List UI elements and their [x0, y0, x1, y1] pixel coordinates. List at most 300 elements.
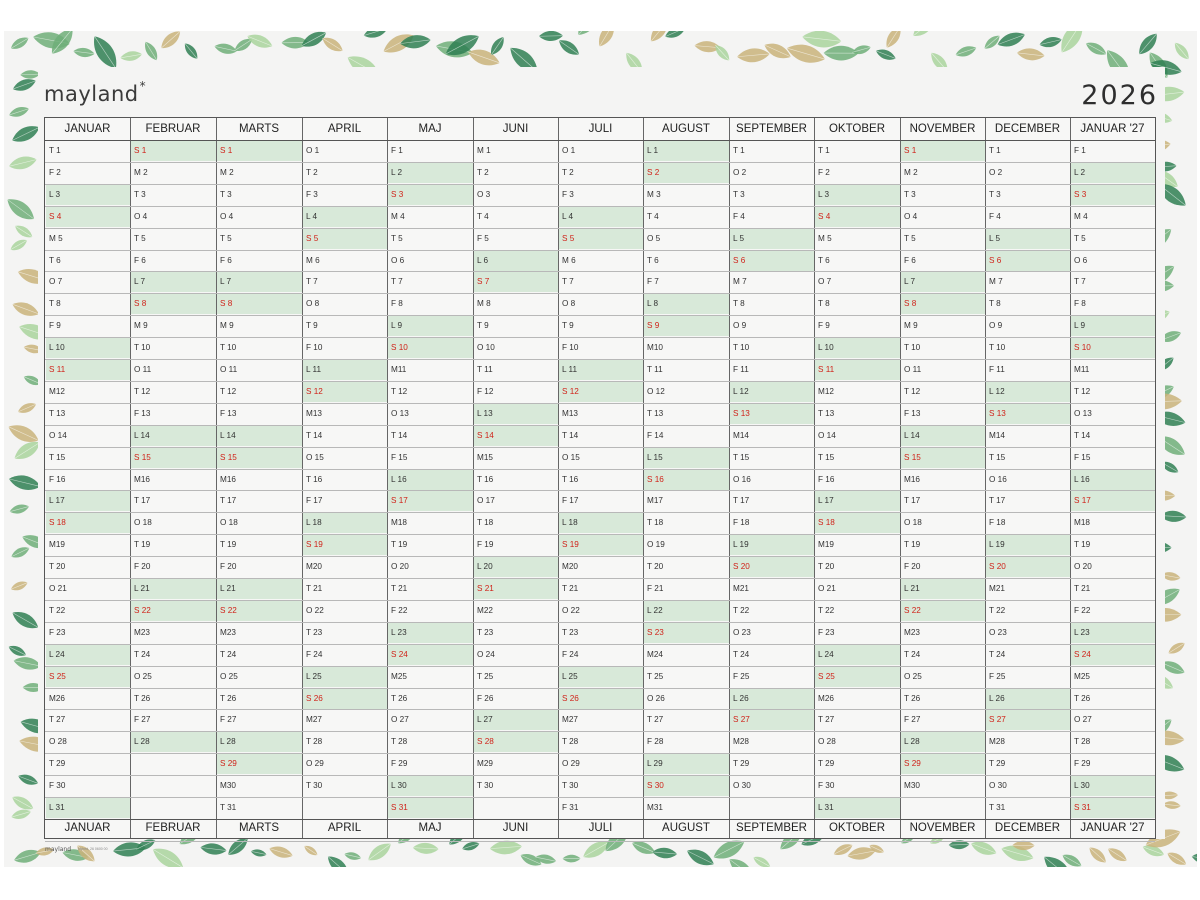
- day-cell[interactable]: [46, 644, 130, 665]
- day-cell[interactable]: [815, 403, 900, 424]
- day-cell[interactable]: [559, 600, 643, 621]
- day-cell[interactable]: [388, 622, 473, 643]
- day-cell[interactable]: [46, 184, 130, 205]
- day-cell[interactable]: [730, 731, 814, 752]
- day-cell[interactable]: [730, 644, 814, 665]
- day-cell[interactable]: [986, 381, 1070, 402]
- day-cell[interactable]: [901, 447, 985, 468]
- day-cell[interactable]: [474, 775, 558, 796]
- day-cell[interactable]: [901, 775, 985, 796]
- day-cell[interactable]: [388, 425, 473, 446]
- day-cell[interactable]: [1071, 512, 1155, 533]
- day-cell[interactable]: [1071, 403, 1155, 424]
- day-cell[interactable]: [474, 337, 558, 358]
- day-cell[interactable]: [217, 775, 302, 796]
- day-cell[interactable]: [815, 206, 900, 227]
- day-cell[interactable]: [474, 293, 558, 314]
- day-cell[interactable]: [730, 775, 814, 796]
- day-cell[interactable]: [901, 644, 985, 665]
- day-cell[interactable]: [303, 578, 387, 599]
- day-cell[interactable]: [303, 271, 387, 292]
- day-cell[interactable]: [644, 644, 729, 665]
- day-cell[interactable]: [815, 644, 900, 665]
- day-cell[interactable]: [730, 709, 814, 730]
- day-cell[interactable]: [730, 381, 814, 402]
- day-cell[interactable]: [644, 600, 729, 621]
- day-cell[interactable]: [474, 403, 558, 424]
- day-cell[interactable]: [303, 206, 387, 227]
- day-cell[interactable]: [815, 600, 900, 621]
- day-cell[interactable]: [388, 359, 473, 380]
- day-cell[interactable]: [217, 162, 302, 183]
- day-cell[interactable]: [46, 140, 130, 161]
- day-cell[interactable]: [986, 753, 1070, 774]
- day-cell[interactable]: [730, 622, 814, 643]
- day-cell[interactable]: [986, 359, 1070, 380]
- day-cell[interactable]: [474, 250, 558, 271]
- day-cell[interactable]: [644, 250, 729, 271]
- day-cell[interactable]: [388, 184, 473, 205]
- day-cell[interactable]: [901, 206, 985, 227]
- day-cell[interactable]: [815, 797, 900, 818]
- day-cell[interactable]: [474, 140, 558, 161]
- day-cell[interactable]: [559, 425, 643, 446]
- day-cell[interactable]: [730, 162, 814, 183]
- day-cell[interactable]: [131, 359, 216, 380]
- day-cell[interactable]: [1071, 293, 1155, 314]
- day-cell[interactable]: [730, 337, 814, 358]
- day-cell[interactable]: [730, 688, 814, 709]
- day-cell[interactable]: [303, 140, 387, 161]
- day-cell[interactable]: [986, 731, 1070, 752]
- day-cell[interactable]: [986, 315, 1070, 336]
- day-cell[interactable]: [1071, 622, 1155, 643]
- day-cell[interactable]: [559, 490, 643, 511]
- day-cell[interactable]: [986, 447, 1070, 468]
- day-cell[interactable]: [217, 337, 302, 358]
- day-cell[interactable]: [474, 359, 558, 380]
- day-cell[interactable]: [1071, 731, 1155, 752]
- day-cell[interactable]: [474, 709, 558, 730]
- day-cell[interactable]: [644, 228, 729, 249]
- day-cell[interactable]: [559, 293, 643, 314]
- day-cell[interactable]: [46, 381, 130, 402]
- day-cell[interactable]: [1071, 228, 1155, 249]
- day-cell[interactable]: [217, 731, 302, 752]
- day-cell[interactable]: [474, 162, 558, 183]
- day-cell[interactable]: [815, 250, 900, 271]
- day-cell[interactable]: [46, 753, 130, 774]
- day-cell[interactable]: [644, 184, 729, 205]
- day-cell[interactable]: [474, 578, 558, 599]
- day-cell[interactable]: [1071, 447, 1155, 468]
- day-cell[interactable]: [986, 775, 1070, 796]
- day-cell[interactable]: [303, 709, 387, 730]
- day-cell[interactable]: [131, 140, 216, 161]
- day-cell[interactable]: [46, 315, 130, 336]
- day-cell[interactable]: [474, 512, 558, 533]
- day-cell[interactable]: [901, 381, 985, 402]
- day-cell[interactable]: [46, 688, 130, 709]
- day-cell[interactable]: [986, 644, 1070, 665]
- day-cell[interactable]: [303, 425, 387, 446]
- day-cell[interactable]: [388, 775, 473, 796]
- day-cell[interactable]: [559, 337, 643, 358]
- day-cell[interactable]: [644, 447, 729, 468]
- day-cell[interactable]: [388, 578, 473, 599]
- day-cell[interactable]: [131, 271, 216, 292]
- day-cell[interactable]: [217, 206, 302, 227]
- day-cell[interactable]: [644, 534, 729, 555]
- day-cell[interactable]: [901, 666, 985, 687]
- day-cell[interactable]: [644, 578, 729, 599]
- day-cell[interactable]: [559, 688, 643, 709]
- day-cell[interactable]: [901, 688, 985, 709]
- day-cell[interactable]: [644, 490, 729, 511]
- day-cell[interactable]: [559, 644, 643, 665]
- day-cell[interactable]: [559, 447, 643, 468]
- day-cell[interactable]: [131, 293, 216, 314]
- day-cell[interactable]: [901, 512, 985, 533]
- day-cell[interactable]: [303, 490, 387, 511]
- day-cell[interactable]: [131, 315, 216, 336]
- day-cell[interactable]: [815, 753, 900, 774]
- day-cell[interactable]: [559, 666, 643, 687]
- day-cell[interactable]: [901, 425, 985, 446]
- day-cell[interactable]: [474, 271, 558, 292]
- day-cell[interactable]: [559, 469, 643, 490]
- day-cell[interactable]: [474, 469, 558, 490]
- day-cell[interactable]: [986, 709, 1070, 730]
- day-cell[interactable]: [303, 315, 387, 336]
- day-cell[interactable]: [1071, 206, 1155, 227]
- day-cell[interactable]: [1071, 425, 1155, 446]
- day-cell[interactable]: [730, 359, 814, 380]
- day-cell[interactable]: [388, 469, 473, 490]
- day-cell[interactable]: [730, 315, 814, 336]
- day-cell[interactable]: [986, 556, 1070, 577]
- day-cell[interactable]: [644, 622, 729, 643]
- day-cell[interactable]: [559, 228, 643, 249]
- day-cell[interactable]: [986, 469, 1070, 490]
- day-cell[interactable]: [474, 425, 558, 446]
- day-cell[interactable]: [1071, 709, 1155, 730]
- day-cell[interactable]: [559, 775, 643, 796]
- day-cell[interactable]: [559, 731, 643, 752]
- day-cell[interactable]: [46, 556, 130, 577]
- day-cell[interactable]: [388, 293, 473, 314]
- day-cell[interactable]: [303, 337, 387, 358]
- day-cell[interactable]: [303, 775, 387, 796]
- day-cell[interactable]: [815, 381, 900, 402]
- day-cell[interactable]: [217, 490, 302, 511]
- day-cell[interactable]: [46, 359, 130, 380]
- day-cell[interactable]: [303, 753, 387, 774]
- day-cell[interactable]: [131, 490, 216, 511]
- day-cell[interactable]: [217, 381, 302, 402]
- day-cell[interactable]: [388, 250, 473, 271]
- day-cell[interactable]: [303, 250, 387, 271]
- day-cell[interactable]: [46, 512, 130, 533]
- day-cell[interactable]: [901, 293, 985, 314]
- day-cell[interactable]: [815, 688, 900, 709]
- day-cell[interactable]: [46, 337, 130, 358]
- day-cell[interactable]: [131, 250, 216, 271]
- day-cell[interactable]: [303, 469, 387, 490]
- day-cell[interactable]: [474, 644, 558, 665]
- day-cell[interactable]: [815, 622, 900, 643]
- day-cell[interactable]: [730, 512, 814, 533]
- day-cell[interactable]: [474, 688, 558, 709]
- day-cell[interactable]: [559, 556, 643, 577]
- day-cell[interactable]: [131, 469, 216, 490]
- day-cell[interactable]: [644, 512, 729, 533]
- day-cell[interactable]: [815, 534, 900, 555]
- day-cell[interactable]: [474, 206, 558, 227]
- day-cell[interactable]: [1071, 337, 1155, 358]
- day-cell[interactable]: [730, 271, 814, 292]
- day-cell[interactable]: [1071, 490, 1155, 511]
- day-cell[interactable]: [815, 556, 900, 577]
- day-cell[interactable]: [730, 753, 814, 774]
- day-cell[interactable]: [730, 666, 814, 687]
- day-cell[interactable]: [559, 250, 643, 271]
- day-cell[interactable]: [303, 644, 387, 665]
- day-cell[interactable]: [217, 688, 302, 709]
- day-cell[interactable]: [815, 293, 900, 314]
- day-cell[interactable]: [131, 534, 216, 555]
- day-cell[interactable]: [131, 337, 216, 358]
- day-cell[interactable]: [901, 556, 985, 577]
- day-cell[interactable]: [559, 184, 643, 205]
- day-cell[interactable]: [474, 666, 558, 687]
- day-cell[interactable]: [303, 731, 387, 752]
- day-cell[interactable]: [644, 381, 729, 402]
- day-cell[interactable]: [388, 315, 473, 336]
- day-cell[interactable]: [1071, 250, 1155, 271]
- day-cell[interactable]: [46, 293, 130, 314]
- day-cell[interactable]: [303, 381, 387, 402]
- day-cell[interactable]: [46, 666, 130, 687]
- day-cell[interactable]: [559, 315, 643, 336]
- day-cell[interactable]: [388, 666, 473, 687]
- day-cell[interactable]: [474, 731, 558, 752]
- day-cell[interactable]: [559, 622, 643, 643]
- day-cell[interactable]: [986, 184, 1070, 205]
- day-cell[interactable]: [388, 162, 473, 183]
- day-cell[interactable]: [46, 600, 130, 621]
- day-cell[interactable]: [901, 140, 985, 161]
- day-cell[interactable]: [131, 622, 216, 643]
- day-cell[interactable]: [388, 797, 473, 818]
- day-cell[interactable]: [815, 731, 900, 752]
- day-cell[interactable]: [46, 469, 130, 490]
- day-cell[interactable]: [986, 425, 1070, 446]
- day-cell[interactable]: [388, 206, 473, 227]
- day-cell[interactable]: [815, 490, 900, 511]
- day-cell[interactable]: [303, 447, 387, 468]
- day-cell[interactable]: [303, 293, 387, 314]
- day-cell[interactable]: [559, 512, 643, 533]
- day-cell[interactable]: [217, 556, 302, 577]
- day-cell[interactable]: [730, 293, 814, 314]
- day-cell[interactable]: [388, 447, 473, 468]
- day-cell[interactable]: [474, 490, 558, 511]
- day-cell[interactable]: [986, 578, 1070, 599]
- day-cell[interactable]: [815, 469, 900, 490]
- day-cell[interactable]: [217, 797, 302, 818]
- day-cell[interactable]: [217, 140, 302, 161]
- day-cell[interactable]: [1071, 315, 1155, 336]
- day-cell[interactable]: [131, 162, 216, 183]
- day-cell[interactable]: [217, 447, 302, 468]
- day-cell[interactable]: [901, 600, 985, 621]
- day-cell[interactable]: [131, 666, 216, 687]
- day-cell[interactable]: [815, 162, 900, 183]
- day-cell[interactable]: [131, 381, 216, 402]
- day-cell[interactable]: [131, 206, 216, 227]
- day-cell[interactable]: [1071, 578, 1155, 599]
- day-cell[interactable]: [644, 337, 729, 358]
- day-cell[interactable]: [986, 206, 1070, 227]
- day-cell[interactable]: [388, 512, 473, 533]
- day-cell[interactable]: [303, 512, 387, 533]
- day-cell[interactable]: [46, 228, 130, 249]
- day-cell[interactable]: [559, 381, 643, 402]
- day-cell[interactable]: [131, 578, 216, 599]
- day-cell[interactable]: [388, 228, 473, 249]
- day-cell[interactable]: [388, 271, 473, 292]
- day-cell[interactable]: [730, 206, 814, 227]
- day-cell[interactable]: [901, 709, 985, 730]
- day-cell[interactable]: [217, 709, 302, 730]
- day-cell[interactable]: [131, 644, 216, 665]
- day-cell[interactable]: [131, 709, 216, 730]
- day-cell[interactable]: [46, 206, 130, 227]
- day-cell[interactable]: [1071, 381, 1155, 402]
- day-cell[interactable]: [388, 337, 473, 358]
- day-cell[interactable]: [986, 271, 1070, 292]
- day-cell[interactable]: [559, 578, 643, 599]
- day-cell[interactable]: [730, 600, 814, 621]
- day-cell[interactable]: [559, 271, 643, 292]
- day-cell[interactable]: [815, 271, 900, 292]
- day-cell[interactable]: [1071, 359, 1155, 380]
- day-cell[interactable]: [815, 359, 900, 380]
- day-cell[interactable]: [730, 228, 814, 249]
- day-cell[interactable]: [131, 403, 216, 424]
- day-cell[interactable]: [46, 447, 130, 468]
- day-cell[interactable]: [131, 556, 216, 577]
- day-cell[interactable]: [388, 140, 473, 161]
- day-cell[interactable]: [901, 359, 985, 380]
- day-cell[interactable]: [986, 797, 1070, 818]
- day-cell[interactable]: [815, 447, 900, 468]
- day-cell[interactable]: [131, 731, 216, 752]
- day-cell[interactable]: [559, 534, 643, 555]
- day-cell[interactable]: [46, 731, 130, 752]
- day-cell[interactable]: [986, 512, 1070, 533]
- day-cell[interactable]: [46, 403, 130, 424]
- day-cell[interactable]: [644, 753, 729, 774]
- day-cell[interactable]: [986, 534, 1070, 555]
- day-cell[interactable]: [986, 666, 1070, 687]
- day-cell[interactable]: [474, 622, 558, 643]
- day-cell[interactable]: [815, 184, 900, 205]
- day-cell[interactable]: [901, 250, 985, 271]
- day-cell[interactable]: [388, 490, 473, 511]
- day-cell[interactable]: [46, 250, 130, 271]
- day-cell[interactable]: [303, 600, 387, 621]
- day-cell[interactable]: [131, 512, 216, 533]
- day-cell[interactable]: [815, 709, 900, 730]
- day-cell[interactable]: [901, 403, 985, 424]
- day-cell[interactable]: [815, 425, 900, 446]
- day-cell[interactable]: [815, 775, 900, 796]
- day-cell[interactable]: [303, 228, 387, 249]
- day-cell[interactable]: [46, 490, 130, 511]
- day-cell[interactable]: [131, 688, 216, 709]
- day-cell[interactable]: [644, 271, 729, 292]
- day-cell[interactable]: [730, 578, 814, 599]
- day-cell[interactable]: [986, 600, 1070, 621]
- day-cell[interactable]: [901, 184, 985, 205]
- day-cell[interactable]: [1071, 753, 1155, 774]
- day-cell[interactable]: [217, 293, 302, 314]
- day-cell[interactable]: [901, 731, 985, 752]
- day-cell[interactable]: [730, 534, 814, 555]
- day-cell[interactable]: [644, 293, 729, 314]
- day-cell[interactable]: [986, 688, 1070, 709]
- day-cell[interactable]: [217, 600, 302, 621]
- day-cell[interactable]: [901, 578, 985, 599]
- day-cell[interactable]: [388, 709, 473, 730]
- day-cell[interactable]: [1071, 775, 1155, 796]
- day-cell[interactable]: [1071, 556, 1155, 577]
- day-cell[interactable]: [1071, 666, 1155, 687]
- day-cell[interactable]: [986, 250, 1070, 271]
- day-cell[interactable]: [217, 250, 302, 271]
- day-cell[interactable]: [901, 534, 985, 555]
- day-cell[interactable]: [388, 403, 473, 424]
- day-cell[interactable]: [388, 600, 473, 621]
- day-cell[interactable]: [644, 688, 729, 709]
- day-cell[interactable]: [217, 359, 302, 380]
- day-cell[interactable]: [815, 140, 900, 161]
- day-cell[interactable]: [644, 797, 729, 818]
- day-cell[interactable]: [986, 228, 1070, 249]
- day-cell[interactable]: [730, 556, 814, 577]
- day-cell[interactable]: [986, 403, 1070, 424]
- day-cell[interactable]: [644, 469, 729, 490]
- day-cell[interactable]: [388, 753, 473, 774]
- day-cell[interactable]: [1071, 469, 1155, 490]
- day-cell[interactable]: [730, 425, 814, 446]
- day-cell[interactable]: [217, 425, 302, 446]
- day-cell[interactable]: [46, 709, 130, 730]
- day-cell[interactable]: [559, 140, 643, 161]
- day-cell[interactable]: [46, 775, 130, 796]
- day-cell[interactable]: [901, 753, 985, 774]
- day-cell[interactable]: [644, 731, 729, 752]
- day-cell[interactable]: [46, 425, 130, 446]
- day-cell[interactable]: [46, 162, 130, 183]
- day-cell[interactable]: [815, 315, 900, 336]
- day-cell[interactable]: [46, 622, 130, 643]
- day-cell[interactable]: [901, 337, 985, 358]
- day-cell[interactable]: [644, 403, 729, 424]
- day-cell[interactable]: [986, 162, 1070, 183]
